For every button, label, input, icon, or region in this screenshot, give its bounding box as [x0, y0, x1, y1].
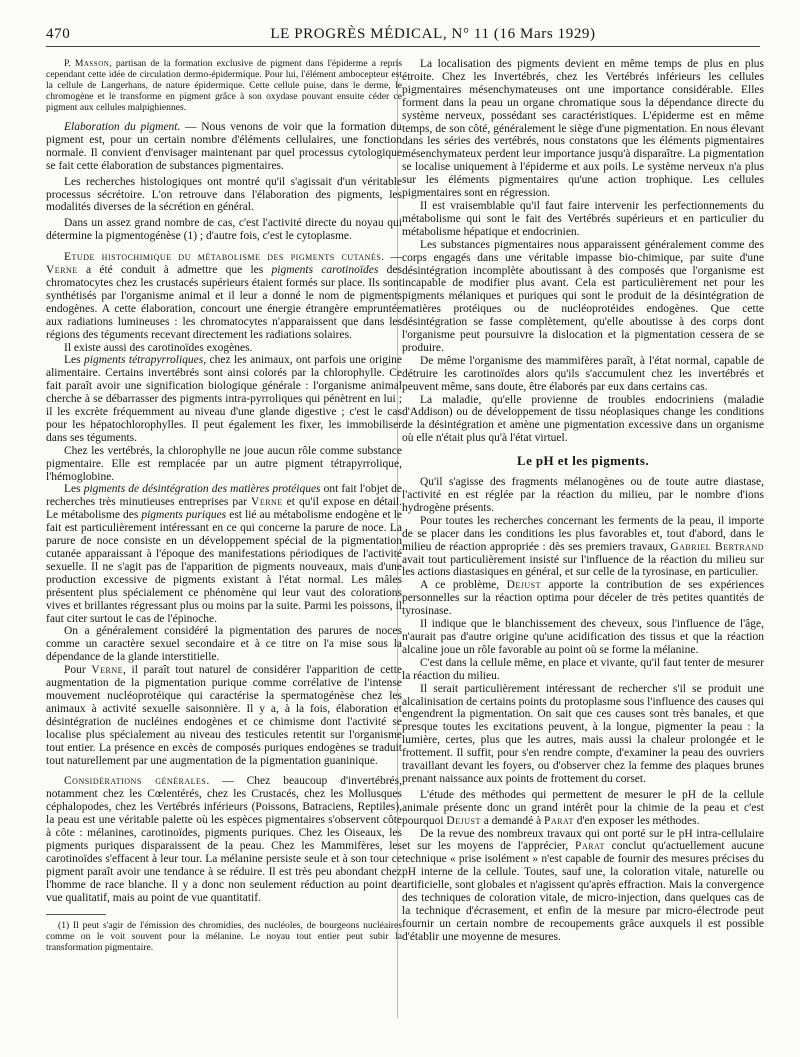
text-run: . — Chez beaucoup d'invertébrés, notamment chez les Cœlentérés, chez les Crustacés, chez les Mollusques céphalopodes, chez les Vertébrés inférieurs (Poissons, Batraciens, Reptiles), la peau est une véritable palette où les espèces pigmentaires s'observent côte à côte : mélanines, carotinoïdes, pigments puriques. Chez les Oiseaux, les pigments puriques disparaissent de la peau. Chez les Mammifères, les carotinoïdes s'effacent à leur tour. La mélanine persiste seule et à son tour ce pigment paraît avoir une tendance à se réduire. Il est très peu abondant chez l'homme de race blanche. Il y a donc non seulement réduction au point de vue qualitatif, mais au point de vue quantitatif. — [46, 775, 402, 904]
text-run: De la revue des nombreux travaux qui ont porté sur le pH intra-cellulaire et sur les moyens de l'apprécier, — [402, 827, 764, 853]
italic-run: pigments de désintégration des matières protéiques — [83, 483, 321, 496]
text-run: conclut qu'actuellement aucune technique « prise isolément » n'est capable de fournir des mesures précises du pH interne de la cellule. Toutes, sauf une, la coloration vitale, naturelle ou artificielle, sont globales et n'agissent qu'après effraction. Mais la convergence des techniques de coloration vitale, de micro-injection, dans quelques cas de la technique d'écrasement, et enfin de la mesure par micro-électrode peut fournir un certain nombre de recoupements grâce auxquels il est possible d'établir une moyenne de mesures. — [402, 840, 764, 943]
etude-paragraph-7 — [46, 664, 402, 767]
text-run: est lié au métabolisme endogène et le fait est particulièrement intéressant en ce qui concerne la parure de noce. La parure de noce consiste en un développement spécial de la pigmentation cutanée apparaissant à l'époque des manifestations périodiques de l'activité sexuelle. Il ne s'agit pas de l'apparition de pigments nouveaux, mais d'une production excessive de pigments existant à l'état normal. Les mâles présentent plus spécialement ce phénomène qui leur vaut des colorations vives et brillantes régressant plus ou moins par la suite. Parmi les poissons, il faut citer surtout le cas de l'épinoche. — [46, 509, 402, 625]
text-run: Les — [64, 354, 84, 367]
page-header — [46, 26, 760, 46]
intro-paragraph — [46, 58, 402, 113]
elaboration-paragraph-1 — [46, 121, 402, 173]
page-number: 470 — [46, 26, 71, 42]
small-caps-run: Verne — [251, 496, 283, 509]
ph-paragraph-6: Il serait particulièrement intéressant de rechercher s'il se produit une alcalinisation de certains points du protoplasme sous l'influence des causes qui engendrent la pigmentation. On sait que ces causes sont très banales, et que presque toutes les excitations peuvent, à la longue, pigmenter la peau : la lumière, certes, plus que les autres, mais aussi la chaleur prolongée et le frottement. Il suffit, pour s'en rendre compte, d'examiner la peau des ouvriers travaillant devant les foyers, ou d'observer chez la femme des plaques brunes prenant naissance aux points de frottement du corset. — [402, 682, 764, 785]
ph-paragraph-7 — [402, 789, 764, 828]
small-caps-run: Masson — [74, 58, 110, 69]
footnote-rule — [46, 914, 106, 915]
small-caps-run: Dejust — [446, 814, 481, 827]
text-run: . — — [381, 251, 402, 264]
small-caps-run: Dejust — [506, 579, 542, 592]
text-run: ont fait l'objet de recherches très minutieuses entreprises par — [46, 483, 403, 509]
ph-paragraph-3 — [402, 579, 764, 618]
right-paragraph-2: Il est vraisemblable qu'il faut faire intervenir les perfectionnements du métabolisme qui sont le fait des Vertébrés supérieurs et en particulier du métabolisme hépatique et endocrinien. — [402, 199, 764, 238]
right-paragraph-5: La maladie, qu'elle provienne de troubles endocriniens (maladie d'Addison) ou de développement de tissu néoplasiques change les conditions de la désintégration et amène une pigmentation excessive dans un organisme où elle n'était plus qu'à l'état virtuel. — [402, 393, 764, 445]
elaboration-paragraph-3: Dans un assez grand nombre de cas, c'est l'activité directe du noyau qui détermine la pigmentogénèse (1) ; d'autre fois, c'est le cytoplasme. — [46, 217, 402, 243]
text-run: a été conduit à admettre que les — [77, 264, 272, 277]
text-run: , partisan de la formation exclusive de pigment dans l'épiderme a repris cependant cette idée de circulation dermo-épidermique. Pour lui, l'élément ambocepteur est la cellule de Langerhans, de nature épidermique. Cette cellule puise, dans le derme, le chromogène et le transforme en pigment grâce à son oxydase pouvant ensuite céder ce pigment aux cellules malpighiennes. — [46, 58, 402, 113]
small-caps-run: Verne — [46, 264, 78, 277]
text-run: des chromatocytes chez les crustacés supérieurs étaient formés sur place. Ils sont synthétisés par l'organisme animal et il leur a donné le nom de pigments endogènes. A cette élaboration, concourt une énergie étrangère empruntée aux radiations lumineuses : les chromatocytes n'apparaissent que dans les régions des téguments recevant directement les radiations solaires. — [46, 264, 402, 341]
elaboration-paragraph-2: Les recherches histologiques ont montré qu'il s'agissait d'un véritable processus sécrétoire. L'on retrouve dans l'élaboration des pigments, les modalités diverses de la sécrétion en général. — [46, 175, 402, 214]
italic-run: pigments tétrapyrroliques — [84, 354, 204, 367]
etude-paragraph-1 — [46, 251, 402, 341]
left-column — [46, 58, 402, 953]
text-run: a demandé à — [480, 814, 545, 827]
text-run: A ce problème, — [420, 579, 507, 592]
text-run: — Nous venons de voir que la formation du pigment est, pour un certain nombre d'éléments cellulaires, une fonction normale. Il convient d'envisager maintenant par quel processus cytologique se fait cette élaboration de substances pigmentaires. — [46, 121, 402, 172]
right-paragraph-1: La localisation des pigments devient en même temps de plus en plus étroite. Chez les Invertébrés, chez les Vertébrés inférieurs les cellules pigmentaires mésenchymateuses ont une importance considérable. Elles forment dans la peau un organe chromatique sous la dépendance directe du système nerveux, possédant ses caractéristiques. L'épiderme est en même temps, de son côté, généralement le siège d'une pigmentation. En nous élevant dans les séries des vertébrés, nous constatons que les éléments pigmentaires mésenchymateux perdent leur importance jusqu'à disparaître. La pigmentation se localise uniquement à l'épiderme et aux poils. Le système nerveux n'a plus sur les éléments pigmentaires qu'une action trophique. Les cellules pigmentaires sont en régression. — [402, 58, 764, 200]
right-paragraph-4: De même l'organisme des mammifères paraît, à l'état normal, capable de détruire les carotinoïdes alors qu'ils s'accumulent chez les invertébrés et peuvent même, sans doute, être élaborés par eux dans certains cas. — [402, 354, 764, 393]
text-run: Pour toutes les recherches concernant les ferments de la peau, il importe de se placer dans les conditions les plus favorables et, tout d'abord, dans le milieu de réaction appropriée : dès ses premiers travaux, — [402, 514, 764, 553]
text-run: P. — [64, 58, 75, 69]
etude-paragraph-2: Il existe aussi des carotinoïdes exogènes. — [64, 341, 253, 354]
italic-run: pigments puriques — [141, 509, 227, 522]
text-run: apporte la contribution de ses expériences personnelles sur la réaction optima pour déceler de très petites quantités de tyrosinase. — [402, 579, 764, 618]
header-rule — [46, 46, 760, 47]
right-paragraph-3: Les substances pigmentaires nous apparaissent généralement comme des corps engagés dans une véritable impasse bio-chimique, par suite d'une désintégration incomplète aboutissant à des composés que l'organisme est incapable de modifier plus avant. Cela est particulièrement net pour les pigments mélaniques et puriques qui sont le produit de la désintégration de matières protéiques ou de nucléoprotéides endogènes. Que cette désintégration se fasse complètement, qu'elle aboutisse à des corps dont l'organisme peut poursuivre la dislocation et la pigmentation cessera de se produire. — [402, 238, 764, 354]
text-run: Les — [64, 483, 84, 496]
ph-paragraph-8 — [402, 828, 764, 944]
etude-paragraph-4: Chez les vertébrés, la chlorophylle ne joue aucun rôle comme substance pigmentaire. Elle est remplacée par un autre pigment tétrapyrrolique, l'hémoglobine. — [46, 444, 402, 483]
text-run: et qu'il expose en détail. Le métabolisme des — [46, 496, 402, 522]
text-run: Pour — [64, 664, 92, 677]
small-caps-run: Gabriel Bertrand — [670, 540, 764, 553]
considerations-paragraph — [46, 775, 402, 904]
small-caps-run: Parat — [575, 840, 605, 853]
italic-run: pigments carotinoïdes — [271, 264, 379, 277]
small-caps-run: Parat — [544, 814, 574, 827]
etude-paragraph-3 — [46, 354, 402, 444]
ph-paragraph-2 — [402, 515, 764, 580]
italic-run: Elaboration du pigment. — [64, 121, 181, 133]
etude-paragraph-6: On a généralement considéré la pigmentation des parures de noces comme un caractère sexuel secondaire et à ce titre on l'a mise sous la dépendance de la glande interstitielle. — [46, 625, 402, 664]
small-caps-run: Considérations générales — [64, 775, 207, 788]
text-run: , il paraît tout naturel de considérer l'apparition de cette augmentation de la pigmentation purique comme corrélative de l'intense mouvement nucléoprotéique qui caractérise la spermatogénèse chez les animaux à activité sexuelle saisonnière. Il y a, à la fois, élaboration et désintégration de nucléines endogènes et ce chimisme dont l'activité se localise plus spécialement au niveau des testicules retentit sur l'organisme tout entier. La présence en excès de composés puriques endogènes se traduit tout naturellement par une augmentation de la pigmentation guaninique. — [46, 664, 402, 767]
ph-paragraph-5: C'est dans la cellule même, en place et vivante, qu'il faut tenter de mesurer la réaction du milieu. — [402, 656, 764, 682]
ph-paragraph-1: Qu'il s'agisse des fragments mélanogènes ou de toute autre diastase, l'activité en est réglée par la réaction du milieu, par le nombre d'ions hydrogène présents. — [402, 476, 764, 514]
ph-paragraph-4: Il indique que le blanchissement des cheveux, sous l'influence de l'âge, n'aurait pas d'autre origine qu'une acidification des tissus et que la réaction alcaline joue un rôle favorable au point où se forme la mélanine. — [402, 618, 764, 656]
small-caps-run: Verne — [91, 664, 124, 677]
right-column — [402, 58, 764, 944]
footnote: (1) Il peut s'agir de l'émission des chromidies, des nucléoles, de bourgeons nucléaires comme on le voit souvent pour la mélanine. Le noyau tout entier peut subir la transformation pigmentaire. — [46, 920, 402, 954]
text-run: L'étude des méthodes qui permettent de mesurer le pH de la cellule animale présente donc un grand intérêt pour la chimie de la peau et c'est pourquoi — [402, 788, 764, 827]
small-caps-run: Etude histochimique du métabolisme des pigments cutanés — [64, 251, 382, 264]
text-run: d'en exposer les méthodes. — [573, 814, 700, 827]
text-run: , chez les animaux, ont parfois une origine alimentaire. Certains invertébrés sont ainsi colorés par la chlorophylle. Ce fait paraît avoir une signification biologique générale : l'organisme animal cherche à se débarrasser des pigments intra-pyrroliques qui pénètrent en lui ; il les excrète fréquemment au niveau d'une glande digestive ; c'est le cas pour les hépatochlorophylles. Il peut également les fixer, les immobiliser dans ses téguments. — [46, 354, 403, 444]
etude-paragraph-5 — [46, 483, 402, 625]
running-title: LE PROGRÈS MÉDICAL, N° 11 (16 Mars 1929) — [270, 26, 596, 42]
text-run: avait tout particulièrement insisté sur l'influence de la réaction du milieu sur les actions diastasiques en général, et sur celle de la tyrosinase, en particulier. — [402, 553, 764, 579]
section-title: Le pH et les pigments. — [517, 453, 649, 469]
